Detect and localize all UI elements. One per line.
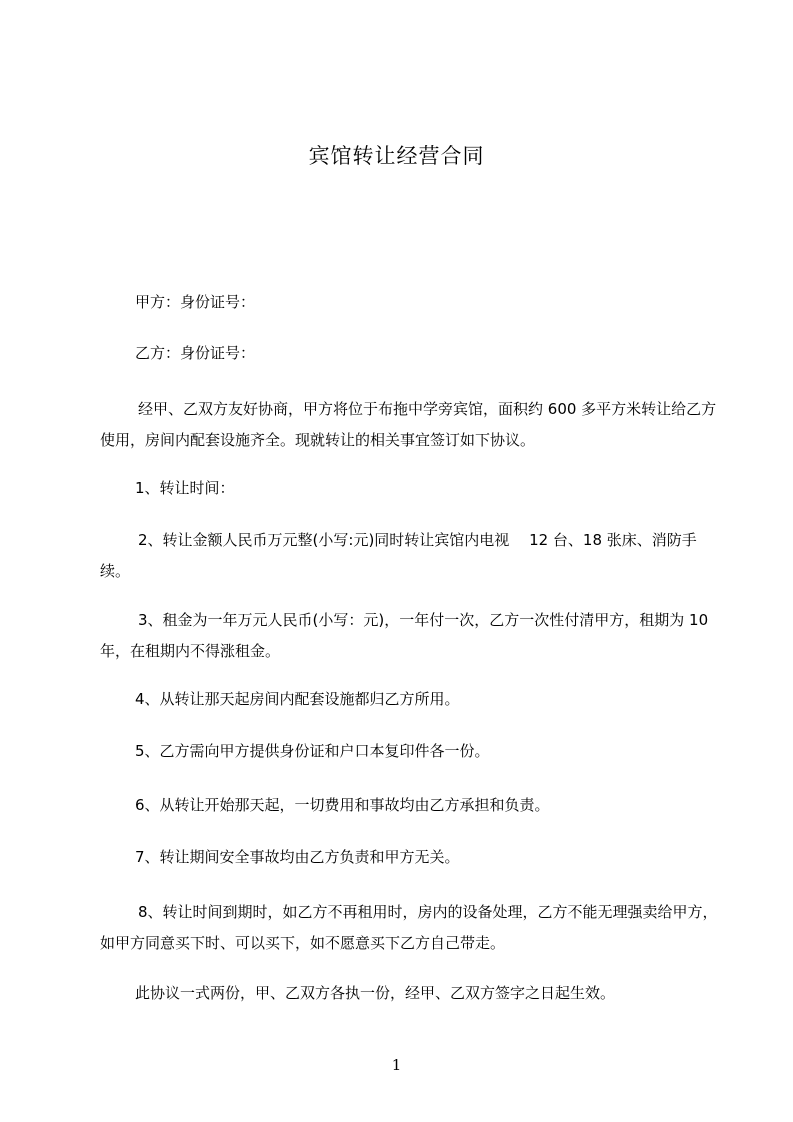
document-title: 宾馆转让经营合同 — [308, 144, 485, 168]
page-number: 1 — [391, 1056, 402, 1074]
clause-2: 2、转让金额人民币万元整(小写:元)同时转让宾馆内电视 12 台、18 张床、消防手续。 — [100, 531, 697, 580]
party-a-line: 甲方：身份证号： — [135, 293, 256, 311]
clause-6: 6、从转让开始那天起，一切费用和事故均由乙方承担和负责。 — [135, 796, 550, 814]
closing-paragraph: 此协议一式两份，甲、乙双方各执一份，经甲、乙双方签字之日起生效。 — [135, 984, 616, 1002]
party-b-line: 乙方：身份证号： — [135, 344, 256, 362]
intro-paragraph: 经甲、乙双方友好协商，甲方将位于布拖中学旁宾馆，面积约 600 多平方米转让给乙方使用，房间内配套设施齐全。现就转让的相关事宜签订如下协议。 — [100, 400, 717, 449]
clause-5: 5、乙方需向甲方提供身份证和户口本复印件各一份。 — [135, 742, 490, 760]
clause-7: 7、转让期间安全事故均由乙方负责和甲方无关。 — [135, 848, 460, 866]
clause-3: 3、租金为一年万元人民币(小写：元)，一年付一次，乙方一次性付清甲方，租期为 10 年，在租期内不得涨租金。 — [100, 611, 709, 660]
clause-8: 8、转让时间到期时，如乙方不再租用时，房内的设备处理，乙方不能无理强卖给甲方，如甲方同意买下时、可以买下，如不愿意买下乙方自己带走。 — [100, 903, 718, 952]
clause-1: 1、转让时间： — [135, 479, 235, 497]
clause-4: 4、从转让那天起房间内配套设施都归乙方所用。 — [135, 690, 460, 708]
